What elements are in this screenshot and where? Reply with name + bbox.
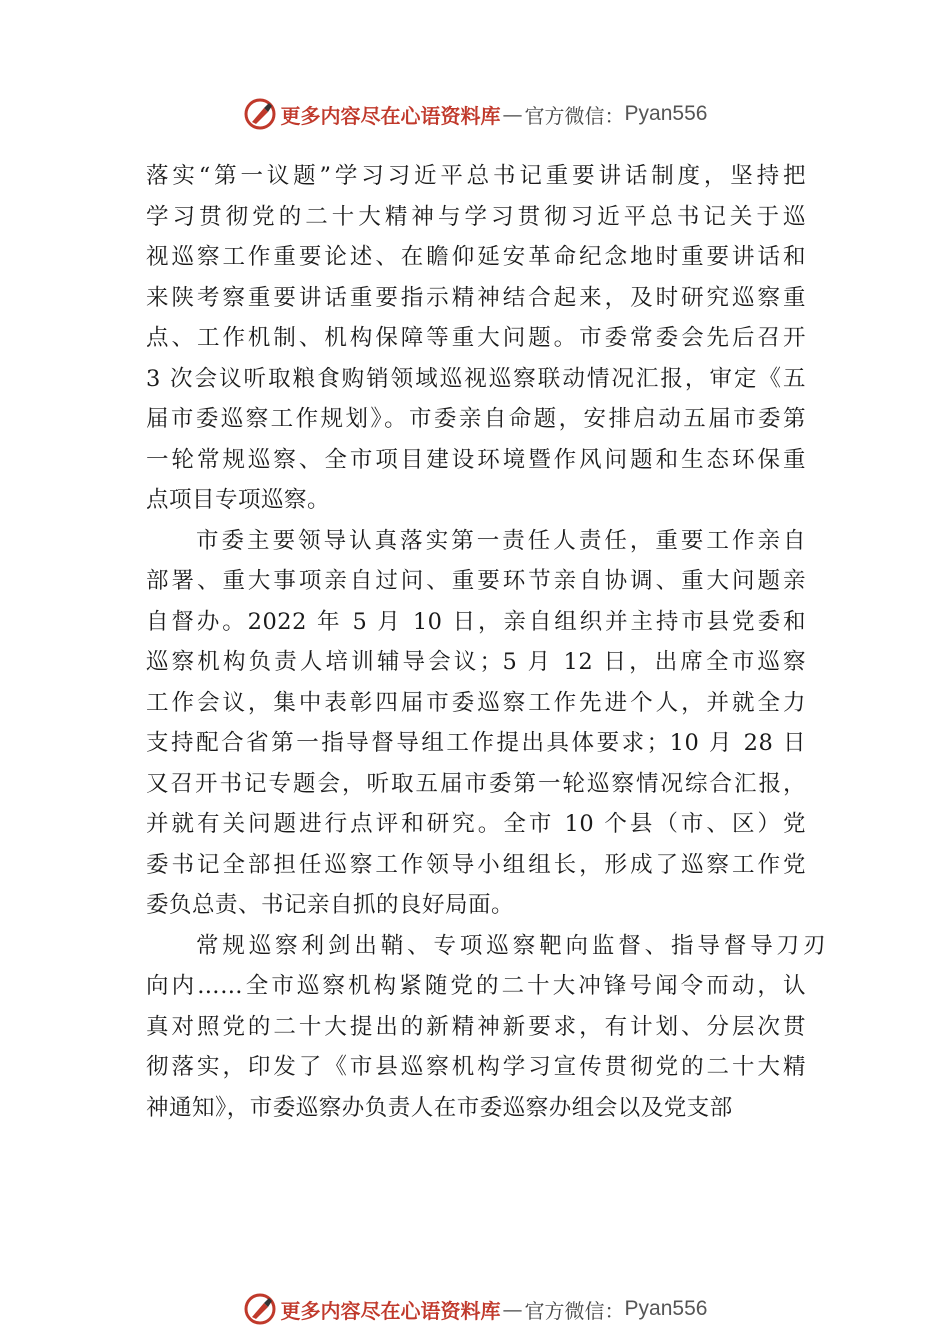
header-brand-text: 更多内容尽在心语资料库	[280, 103, 501, 128]
body-line: 届市委巡察工作规划》。市委亲自命题，安排启动五届市委第	[146, 406, 806, 432]
body-line: 视巡察工作重要论述、在瞻仰延安革命纪念地时重要讲话和	[146, 244, 806, 270]
body-line: 部署、重大事项亲自过问、重要环节亲自协调、重大问题亲	[146, 568, 806, 594]
body-line: 自督办。2022 年 5 月 10 日，亲自组织并主持市县党委和	[146, 608, 806, 635]
body-line: 常规巡察利剑出鞘、专项巡察靶向监督、指导督导刀刃	[196, 932, 826, 959]
footer-dash: —	[502, 1297, 523, 1321]
header-wechat-label: 官方微信：	[524, 103, 625, 128]
pen-logo-icon	[243, 1292, 277, 1326]
document-body	[146, 156, 826, 1128]
header-dash: —	[502, 102, 523, 126]
body-line: 并就有关问题进行点评和研究。全市 10 个县（市、区）党	[146, 811, 806, 837]
header-wechat-id: Pyan556	[624, 102, 708, 125]
body-line: 落实“第一议题”学习习近平总书记重要讲话制度，坚持把	[146, 163, 806, 189]
footer-wechat-label: 官方微信：	[524, 1298, 625, 1323]
body-line: 市委主要领导认真落实第一责任人责任，重要工作亲自	[196, 527, 806, 554]
body-line: 又召开书记专题会，听取五届市委第一轮巡察情况综合汇报，	[146, 770, 806, 797]
body-line: 工作会议，集中表彰四届市委巡察工作先进个人，并就全力	[146, 689, 806, 716]
body-line: 点项目专项巡察。	[146, 487, 331, 513]
footer-banner	[0, 1289, 950, 1329]
footer-wechat-id: Pyan556	[624, 1297, 708, 1320]
header-banner	[0, 94, 950, 134]
body-line: 委书记全部担任巡察工作领导小组组长，形成了巡察工作党	[146, 851, 806, 878]
body-line: 神通知》，市委巡察办负责人在市委巡察办组会以及党支部	[146, 1094, 733, 1121]
body-line: 巡察机构负责人培训辅导会议；5 月 12 日，出席全市巡察	[146, 649, 806, 675]
body-line: 委负总责、书记亲自抓的良好局面。	[146, 892, 515, 918]
body-line: 真对照党的二十大提出的新精神新要求，有计划、分层次贯	[146, 1013, 806, 1040]
body-line: 3 次会议听取粮食购销领域巡视巡察联动情况汇报，审定《五	[146, 365, 806, 392]
body-line: 彻落实，印发了《市县巡察机构学习宣传贯彻党的二十大精	[146, 1054, 806, 1080]
footer-brand-text: 更多内容尽在心语资料库	[280, 1298, 501, 1323]
body-line: 向内……全市巡察机构紧随党的二十大冲锋号闻令而动，认	[146, 973, 806, 999]
body-line: 一轮常规巡察、全市项目建设环境暨作风问题和生态环保重	[146, 446, 806, 473]
body-line: 支持配合省第一指导督导组工作提出具体要求；10 月 28 日	[146, 730, 806, 756]
body-line: 学习贯彻党的二十大精神与学习贯彻习近平总书记关于巡	[146, 203, 806, 230]
body-line: 来陕考察重要讲话重要指示精神结合起来，及时研究巡察重	[146, 284, 806, 311]
pen-logo-icon	[243, 97, 277, 131]
body-line: 点、工作机制、机构保障等重大问题。市委常委会先后召开	[146, 325, 806, 351]
